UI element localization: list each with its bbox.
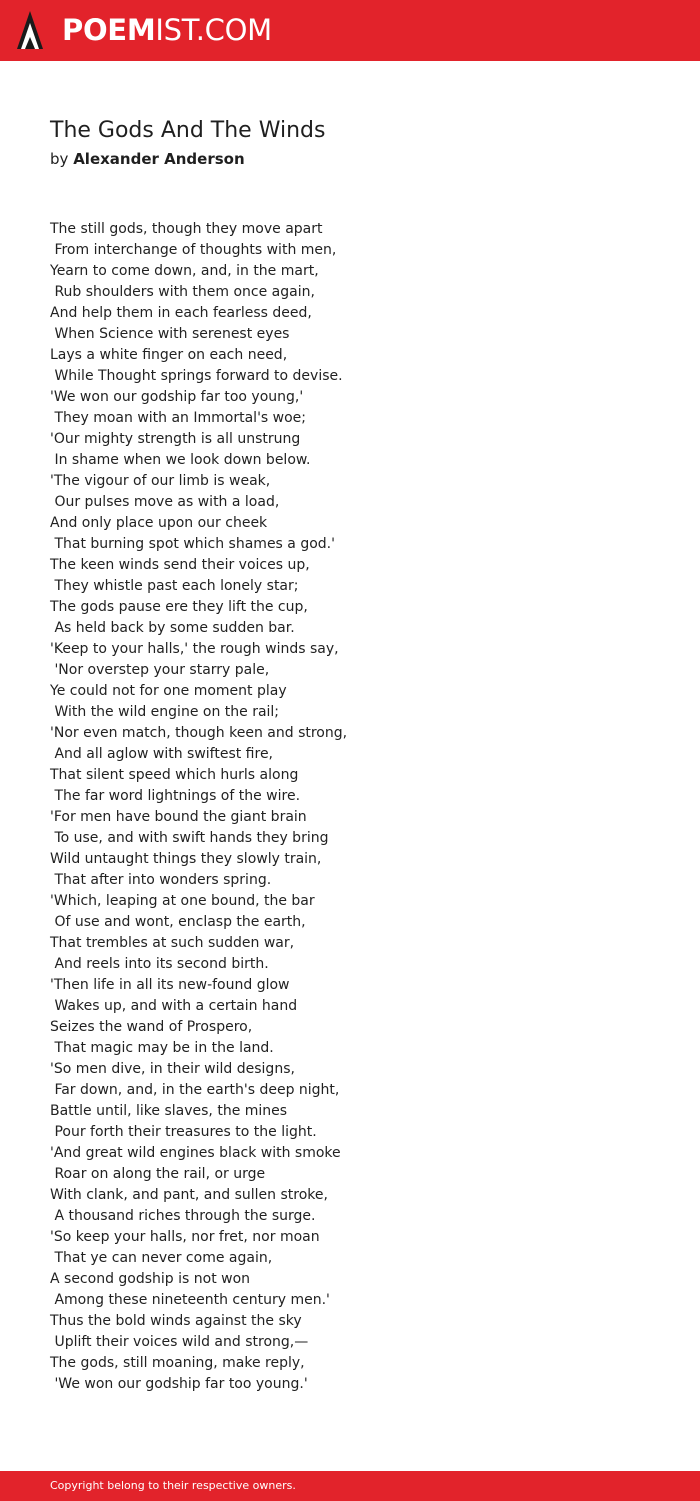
poem-line: Yearn to come down, and, in the mart, (50, 263, 319, 279)
poem-line: A thousand riches through the surge. (50, 1208, 316, 1224)
poem-line: Far down, and, in the earth's deep night, (50, 1082, 340, 1098)
poem-line: And reels into its second birth. (50, 956, 269, 972)
poem-line: 'Keep to your halls,' the rough winds say, (50, 641, 339, 657)
poem-line: They moan with an Immortal's woe; (50, 410, 307, 426)
poem-line: That trembles at such sudden war, (50, 935, 295, 951)
author-name: Alexander Anderson (73, 150, 245, 168)
poem-line: Pour forth their treasures to the light. (50, 1124, 317, 1140)
poem-line: To use, and with swift hands they bring (50, 830, 329, 846)
poem-line: The keen winds send their voices up, (50, 557, 310, 573)
poem-line: Uplift their voices wild and strong,— (50, 1334, 309, 1350)
poem-line: With clank, and pant, and sullen stroke, (50, 1187, 328, 1203)
copyright-text: Copyright belong to their respective owners. (50, 1479, 296, 1492)
poem-line: As held back by some sudden bar. (50, 620, 295, 636)
poem-line: Seizes the wand of Prospero, (50, 1019, 253, 1035)
poem-line: 'So men dive, in their wild designs, (50, 1061, 295, 1077)
poem-line: That ye can never come again, (50, 1250, 273, 1266)
site-logo[interactable] (62, 12, 272, 48)
poem-line: 'Our mighty strength is all unstrung (50, 431, 301, 447)
poem-line: 'Nor even match, though keen and strong, (50, 725, 348, 741)
poem-line: Of use and wont, enclasp the earth, (50, 914, 306, 930)
poem-byline (50, 149, 245, 169)
pencil-tip-icon (16, 10, 44, 52)
poem-line: A second godship is not won (50, 1271, 251, 1287)
poem-line: The gods, still moaning, make reply, (50, 1355, 305, 1371)
poem-line: Our pulses move as with a load, (50, 494, 280, 510)
poem-line: Battle until, like slaves, the mines (50, 1103, 288, 1119)
poem-line: 'For men have bound the giant brain (50, 809, 307, 825)
poem-line: Thus the bold winds against the sky (50, 1313, 302, 1329)
poem-line: Wild untaught things they slowly train, (50, 851, 322, 867)
poem-body (50, 219, 650, 1395)
poem-line: 'The vigour of our limb is weak, (50, 473, 271, 489)
poem-line: And help them in each fearless deed, (50, 305, 312, 321)
site-footer (0, 1471, 700, 1501)
poem-line: When Science with serenest eyes (50, 326, 290, 342)
poem-line: Wakes up, and with a certain hand (50, 998, 298, 1014)
poem-line: They whistle past each lonely star; (50, 578, 299, 594)
poem-line: That after into wonders spring. (50, 872, 272, 888)
poem-line: And all aglow with swiftest fire, (50, 746, 274, 762)
poem-line: 'We won our godship far too young,' (50, 389, 304, 405)
poem-line: That magic may be in the land. (50, 1040, 274, 1056)
poem-line: Lays a white finger on each need, (50, 347, 288, 363)
poem-line: From interchange of thoughts with men, (50, 242, 337, 258)
poem-line: 'Then life in all its new-found glow (50, 977, 290, 993)
logo-text-light: IST.COM (155, 13, 272, 47)
poem-line: That burning spot which shames a god.' (50, 536, 335, 552)
poem-line: Among these nineteenth century men.' (50, 1292, 330, 1308)
poem-line: The gods pause ere they lift the cup, (50, 599, 308, 615)
poem-line: 'So keep your halls, nor fret, nor moan (50, 1229, 320, 1245)
poem-line: The far word lightnings of the wire. (50, 788, 301, 804)
poem-line: 'And great wild engines black with smoke (50, 1145, 341, 1161)
logo-text-bold: POEM (62, 13, 156, 47)
poem-line: 'We won our godship far too young.' (50, 1376, 308, 1392)
poem-line: The still gods, though they move apart (50, 221, 323, 237)
poem-line: Rub shoulders with them once again, (50, 284, 315, 300)
site-header (0, 0, 700, 61)
by-label: by (50, 150, 69, 168)
poem-line: In shame when we look down below. (50, 452, 311, 468)
poem-line: 'Which, leaping at one bound, the bar (50, 893, 315, 909)
poem-line: Roar on along the rail, or urge (50, 1166, 266, 1182)
poem-line: While Thought springs forward to devise. (50, 368, 343, 384)
poem-line: With the wild engine on the rail; (50, 704, 280, 720)
poem-line: That silent speed which hurls along (50, 767, 299, 783)
poem-line: 'Nor overstep your starry pale, (50, 662, 270, 678)
poem-title: The Gods And The Winds (50, 118, 326, 143)
poem-line: And only place upon our cheek (50, 515, 268, 531)
poem-line: Ye could not for one moment play (50, 683, 287, 699)
